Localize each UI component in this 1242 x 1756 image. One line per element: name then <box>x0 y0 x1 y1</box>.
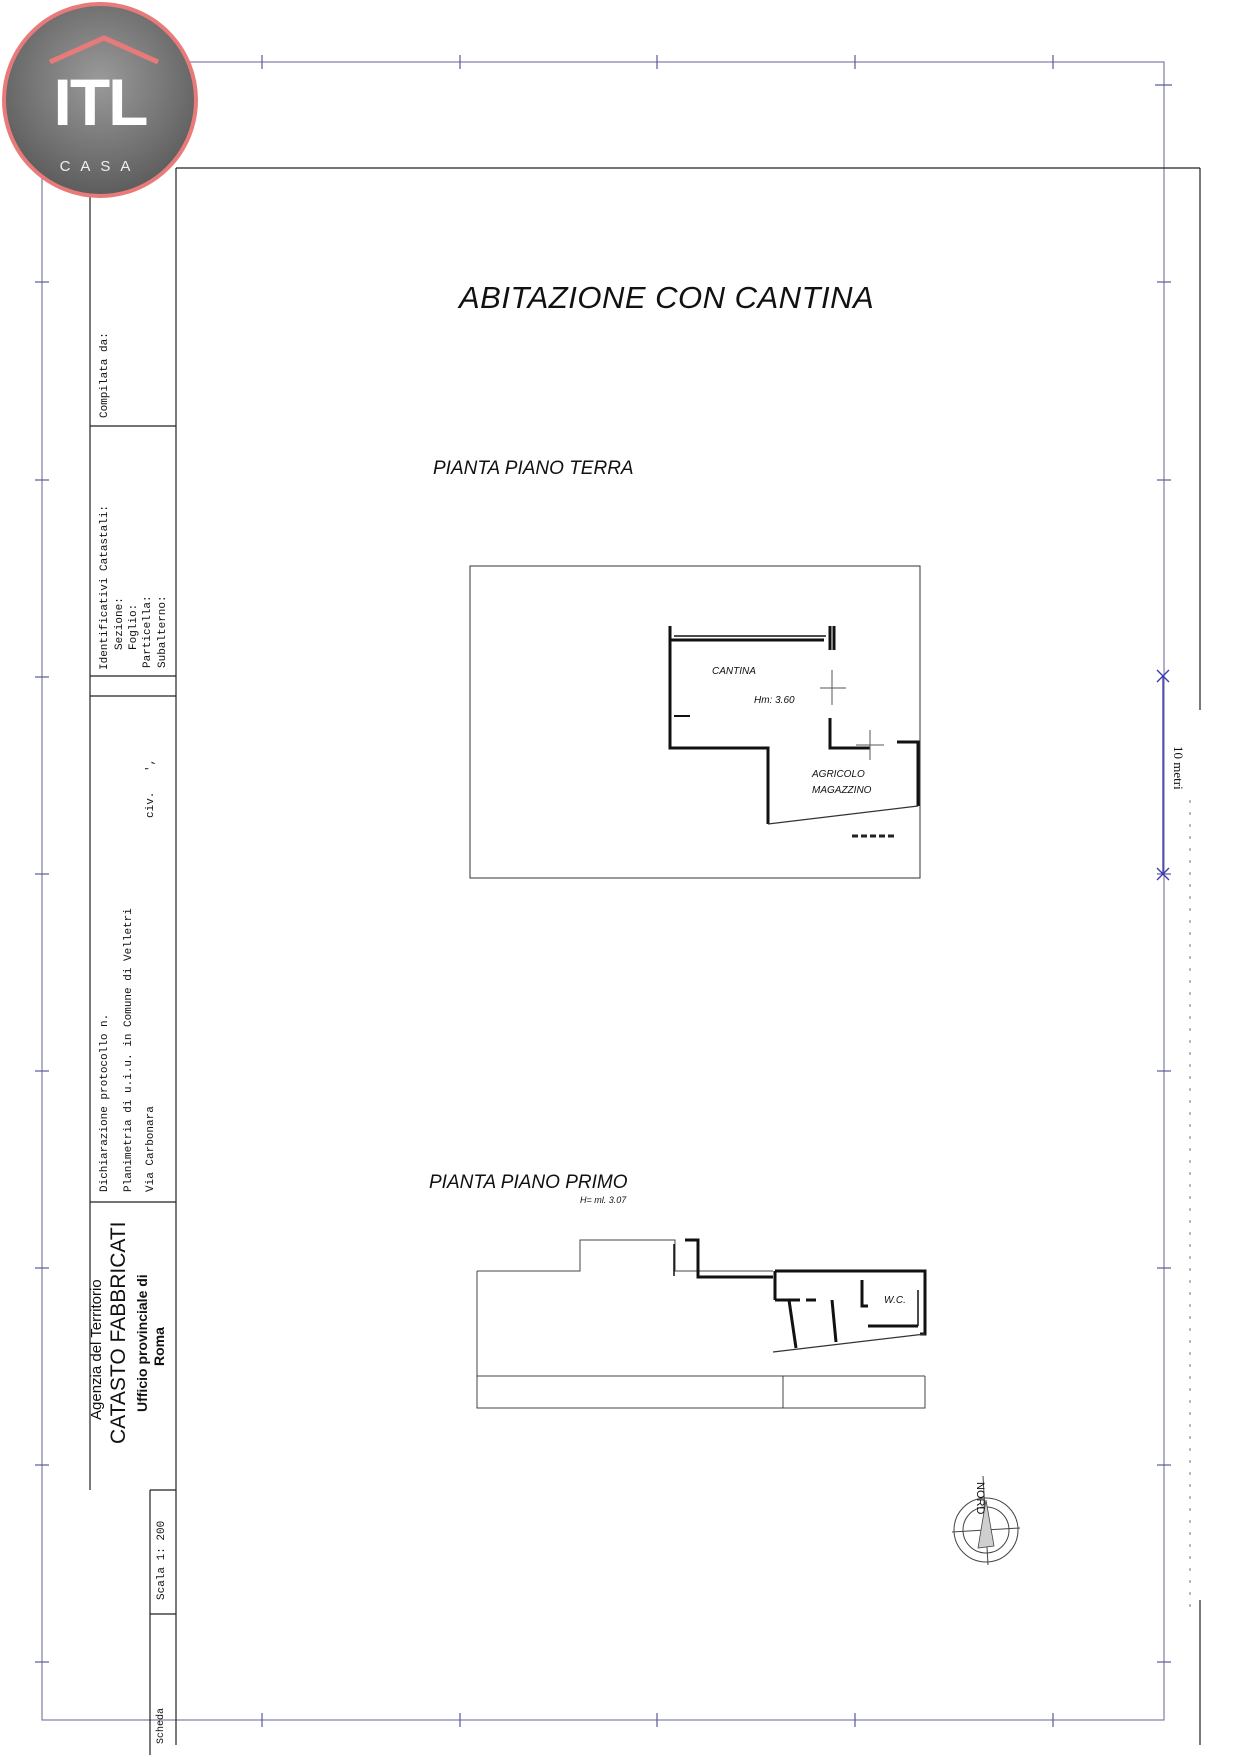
sidebar-civ-mark: ', <box>145 758 157 772</box>
sidebar-foglio: Foglio: <box>128 603 140 650</box>
sidebar-subalterno: Subalterno: <box>157 595 169 668</box>
ruler-ticks-top <box>262 55 1172 85</box>
room-label-agricolo: AGRICOLO <box>812 769 865 780</box>
room-label-magazzino: MAGAZZINO <box>812 785 872 796</box>
sidebar-particella: Particella: <box>142 595 154 668</box>
sidebar-via: Via Carbonara <box>145 1106 157 1192</box>
scale-bar-label: 10 metri <box>1171 746 1186 790</box>
room-label-cantina: CANTINA <box>712 666 756 677</box>
sidebar-sezione: Sezione: <box>114 597 126 650</box>
logo-main-text: ITL <box>53 65 147 139</box>
primo-outline <box>477 1240 925 1408</box>
north-label: NORD <box>974 1482 986 1515</box>
roof-icon <box>46 34 162 64</box>
terra-lot-boundary <box>470 566 920 878</box>
plan-primo-heading: PIANTA PIANO PRIMO <box>429 1172 628 1193</box>
sidebar-catasto: CATASTO FABBRICATI <box>107 1221 130 1444</box>
sidebar-scheda: Scheda <box>156 1707 167 1744</box>
sidebar-planimetria: Planimetria di u.i.u. in Comune di Velletri <box>123 908 135 1192</box>
terra-slanted-wall <box>768 806 918 824</box>
itl-casa-logo <box>2 2 198 198</box>
height-label-cantina: Hm: 3.60 <box>754 695 795 706</box>
sidebar-agenzia: Agenzia del Territorio <box>88 1279 105 1420</box>
room-label-wc: W.C. <box>884 1295 906 1306</box>
logo-sub-text: CASA <box>59 158 141 175</box>
primo-walls <box>674 1240 925 1348</box>
terra-walls <box>670 626 918 824</box>
sidebar-ufficio: Ufficio provinciale di <box>134 1274 150 1412</box>
sidebar-compilata: Compilata da: <box>99 332 111 418</box>
sidebar-scala: Scala 1: 200 <box>156 1520 168 1600</box>
plan-primo-height: H= ml. 3.07 <box>580 1195 627 1205</box>
sidebar-civ: civ. <box>145 791 157 818</box>
plan-terra-heading: PIANTA PIANO TERRA <box>433 458 634 479</box>
scale-bar <box>1157 670 1169 880</box>
sidebar-identificativi: Identificativi Catastali: <box>99 504 111 670</box>
sidebar-citta: Roma <box>151 1327 167 1366</box>
sidebar-dichiarazione: Dichiarazione protocollo n. <box>99 1013 111 1192</box>
page-title: ABITAZIONE CON CANTINA <box>459 280 875 315</box>
